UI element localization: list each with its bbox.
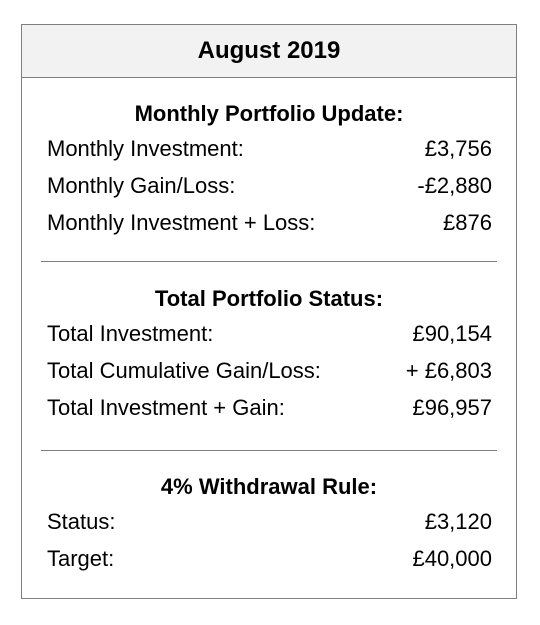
summary-row [22,130,516,167]
row-value: £96,957 [412,395,492,420]
row-value: -£2,880 [417,173,492,198]
section-divider [41,261,497,262]
total-status-section [22,286,516,426]
row-label: Monthly Investment + Loss: [47,210,316,235]
monthly-update-section [22,101,516,241]
portfolio-summary-card [21,24,517,599]
summary-row [22,540,516,577]
summary-row [22,204,516,241]
summary-row [22,352,516,389]
section-title: 4% Withdrawal Rule: [160,474,378,499]
card-header [22,25,516,78]
page-title: August 2019 [197,37,341,64]
section-divider [41,450,497,451]
row-value: £40,000 [412,546,492,571]
summary-row [22,315,516,352]
row-value: £3,756 [424,136,492,161]
row-label: Total Investment + Gain: [47,395,285,420]
row-label: Status: [47,509,116,534]
row-label: Monthly Gain/Loss: [47,173,236,198]
summary-row [22,167,516,204]
row-label: Target: [47,546,115,571]
row-value: £3,120 [424,509,492,534]
row-label: Monthly Investment: [47,136,244,161]
row-value: + £6,803 [405,358,492,383]
summary-row [22,389,516,426]
section-title: Total Portfolio Status: [154,286,384,311]
row-value: £90,154 [412,321,492,346]
section-title: Monthly Portfolio Update: [134,101,404,126]
withdrawal-rule-section [22,474,516,577]
row-value: £876 [443,210,492,235]
summary-row [22,503,516,540]
row-label: Total Cumulative Gain/Loss: [47,358,321,383]
row-label: Total Investment: [47,321,214,346]
